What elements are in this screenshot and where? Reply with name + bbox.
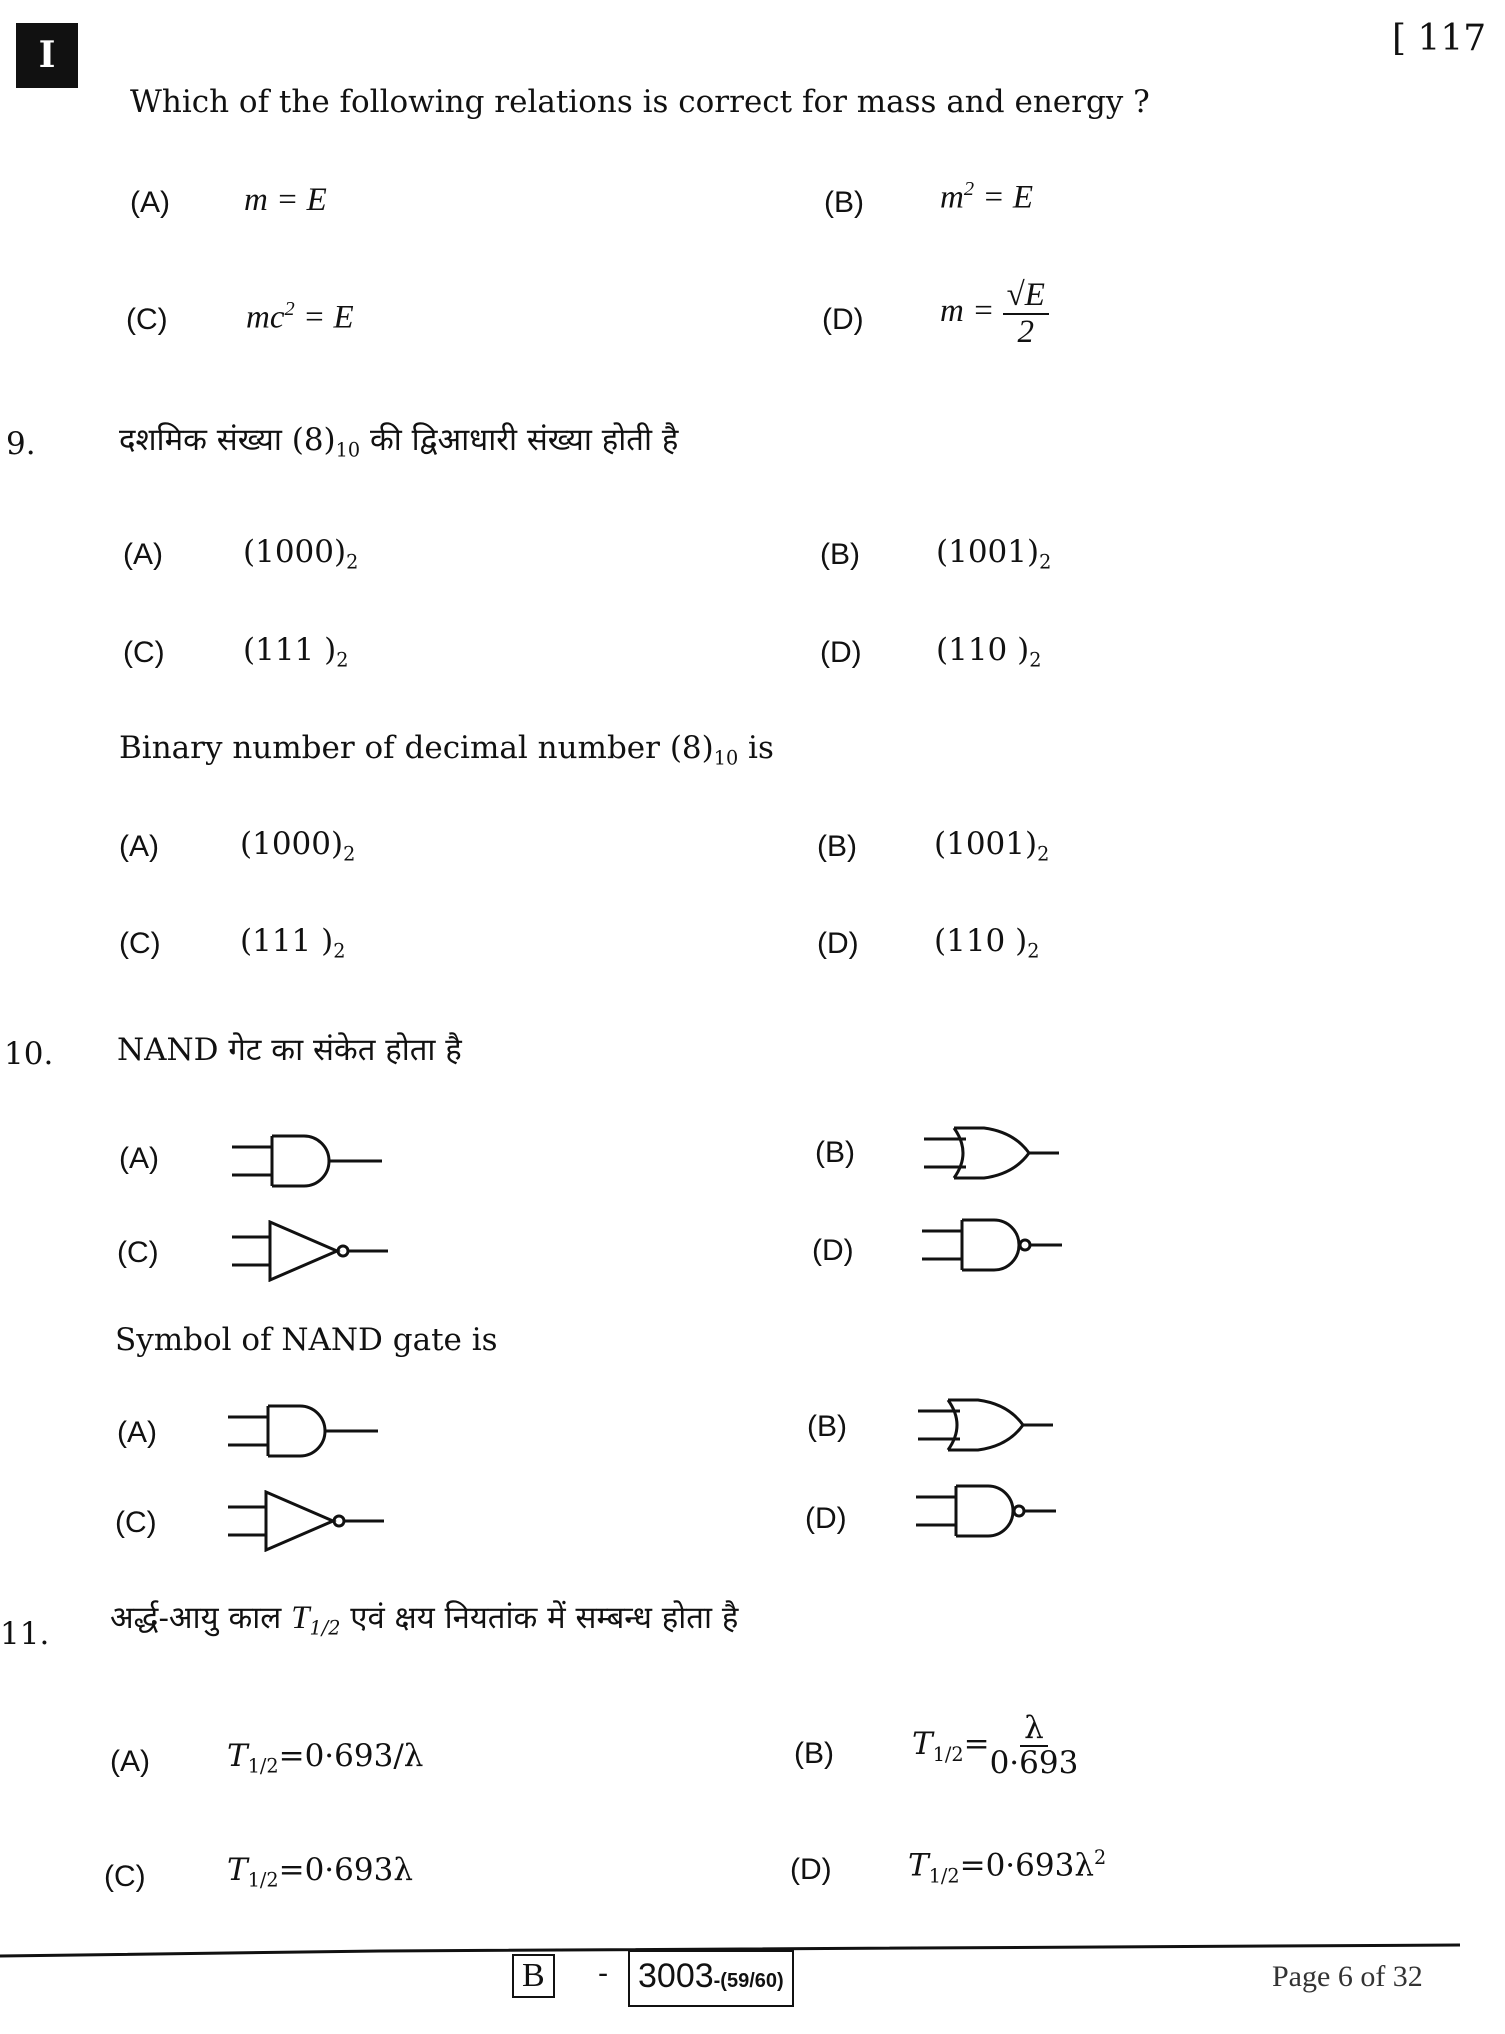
not-gate-icon[interactable]: [232, 1220, 392, 1282]
base: 2: [333, 939, 346, 963]
symbol: T: [912, 1726, 933, 1763]
symbol: T: [227, 1852, 248, 1888]
nand-gate-icon[interactable]: [916, 1480, 1086, 1542]
q11-option-c-label: (C): [104, 1860, 146, 1893]
text: Binary number of decimal number: [119, 730, 660, 766]
expr: = E: [294, 299, 354, 336]
q8-option-b[interactable]: [940, 178, 1033, 216]
q8-option-c-label: (C): [126, 303, 168, 336]
subscript: 1/2: [309, 1616, 341, 1640]
q9-en-option-b-label: (B): [817, 830, 857, 863]
q8-option-a-label: (A): [130, 186, 170, 219]
symbol: T: [227, 1738, 248, 1774]
q10-option-a-label: (A): [119, 1142, 159, 1175]
text: is: [748, 730, 774, 766]
numerator: √E: [1003, 278, 1049, 315]
q11-option-c[interactable]: [227, 1852, 413, 1892]
expr: mc: [246, 299, 285, 336]
q9-en-option-a-label: (A): [119, 830, 159, 863]
denominator: 2: [1017, 313, 1034, 350]
denominator: 0·693: [989, 1744, 1079, 1781]
q9-option-a-label: (A): [123, 538, 163, 571]
q9-en-option-b[interactable]: [934, 826, 1049, 866]
text: एवं क्षय नियतांक में सम्बन्ध होता है: [350, 1600, 739, 1636]
q11-option-b-label: (B): [794, 1737, 834, 1770]
value: (111 ): [243, 632, 337, 668]
q9-en-option-d-label: (D): [817, 927, 859, 960]
q9-option-b[interactable]: [936, 534, 1051, 574]
q8-option-a[interactable]: [244, 182, 327, 219]
q11-option-a-label: (A): [110, 1745, 150, 1778]
q9-option-d[interactable]: [936, 632, 1041, 672]
q9-option-d-label: (D): [820, 636, 862, 669]
footer-dash: -: [598, 1956, 609, 1991]
exponent: 2: [963, 178, 975, 200]
and-gate-icon[interactable]: [232, 1130, 392, 1192]
base: 2: [1029, 648, 1042, 672]
text: दशमिक संख्या: [119, 422, 282, 458]
value: (1001): [936, 534, 1040, 570]
text: अर्द्ध-आयु काल: [110, 1600, 282, 1636]
expr: m: [940, 179, 964, 216]
q10-en-option-b-label: (B): [807, 1410, 847, 1443]
q9-en-option-c-label: (C): [119, 927, 161, 960]
q9-option-a[interactable]: [243, 534, 358, 574]
value: (110 ): [936, 632, 1030, 668]
value: (1000): [243, 534, 347, 570]
base: 10: [335, 438, 361, 462]
subscript: 1/2: [932, 1742, 964, 1766]
base: 2: [1027, 939, 1040, 963]
q10-hindi-text: NAND गेट का संकेत होता है: [117, 1032, 462, 1068]
q10-number: 10.: [4, 1036, 54, 1072]
q10-option-c-label: (C): [117, 1236, 159, 1269]
q9-en-option-c[interactable]: [240, 923, 345, 963]
number: (8): [291, 422, 336, 458]
number: (8): [669, 730, 714, 766]
symbol: T: [908, 1847, 929, 1884]
or-gate-icon[interactable]: [924, 1122, 1084, 1184]
expr: m =: [940, 293, 1003, 330]
value: (1001): [934, 826, 1038, 862]
value: (111 ): [240, 923, 334, 959]
q9-option-c-label: (C): [123, 636, 165, 669]
q10-option-d-label: (D): [812, 1234, 854, 1267]
page-marker: [ 117: [1392, 18, 1487, 59]
q10-option-b-label: (B): [815, 1136, 855, 1169]
nand-gate-icon[interactable]: [922, 1214, 1092, 1276]
q8-option-d[interactable]: [940, 278, 1049, 349]
or-gate-icon[interactable]: [918, 1394, 1078, 1456]
expr: =0·693/λ: [278, 1738, 424, 1774]
q11-option-d[interactable]: [908, 1846, 1106, 1887]
subscript: 1/2: [928, 1864, 960, 1888]
base: 2: [1037, 842, 1050, 866]
q11-option-d-label: (D): [790, 1853, 832, 1886]
q8-text: Which of the following relations is correct for mass and energy ?: [130, 84, 1150, 120]
exponent: 2: [284, 298, 295, 320]
base: 2: [346, 550, 359, 574]
not-gate-icon[interactable]: [228, 1490, 388, 1552]
and-gate-icon[interactable]: [228, 1400, 388, 1462]
q10-english-text: Symbol of NAND gate is: [115, 1322, 498, 1358]
exponent: 2: [1093, 1846, 1107, 1869]
value: (110 ): [934, 923, 1028, 959]
expr: m: [244, 182, 268, 218]
q9-option-c[interactable]: [243, 632, 348, 672]
q9-en-option-a[interactable]: [240, 826, 355, 866]
q10-en-option-d-label: (D): [805, 1502, 847, 1535]
q11-hindi-text: [110, 1596, 738, 1640]
q10-en-option-a-label: (A): [117, 1416, 157, 1449]
q9-english-text: [119, 730, 774, 770]
subscript: 1/2: [247, 1868, 279, 1892]
expr: =0·693λ: [278, 1852, 413, 1888]
base: 2: [336, 648, 349, 672]
paper-code-suffix: -(59/60): [713, 1970, 784, 1992]
page-number: Page 6 of 32: [1272, 1960, 1423, 1993]
q8-option-d-label: (D): [822, 303, 864, 336]
symbol: T: [291, 1600, 310, 1636]
text: की द्विआधारी संख्या होती है: [369, 422, 679, 458]
base: 2: [343, 842, 356, 866]
subscript: 1/2: [247, 1754, 279, 1778]
q9-hindi-text: [119, 418, 678, 462]
q11-option-b[interactable]: $T_{1/2}=$ $\frac{\lambda}{0\cdot 693}$: [912, 1710, 1079, 1781]
base: 10: [713, 746, 739, 770]
value: (1000): [240, 826, 344, 862]
expr: =0·693λ: [959, 1847, 1094, 1884]
q9-en-option-d[interactable]: [934, 923, 1039, 963]
q9-number: 9.: [6, 426, 36, 462]
numerator: λ: [1020, 1712, 1048, 1747]
q10-en-option-c-label: (C): [115, 1506, 157, 1539]
expr: = E: [267, 182, 327, 218]
q8-option-c[interactable]: [246, 298, 354, 336]
q11-number: 11.: [0, 1616, 50, 1652]
q11-option-a[interactable]: [227, 1738, 423, 1778]
paper-code-box: [628, 1950, 794, 2007]
q8-option-b-label: (B): [824, 186, 864, 219]
base: 2: [1039, 550, 1052, 574]
section-badge: I: [16, 23, 78, 88]
paper-code: 3003: [638, 1957, 714, 1995]
series-box: B: [512, 1954, 555, 1998]
q9-option-b-label: (B): [820, 538, 860, 571]
expr: = E: [974, 179, 1033, 216]
